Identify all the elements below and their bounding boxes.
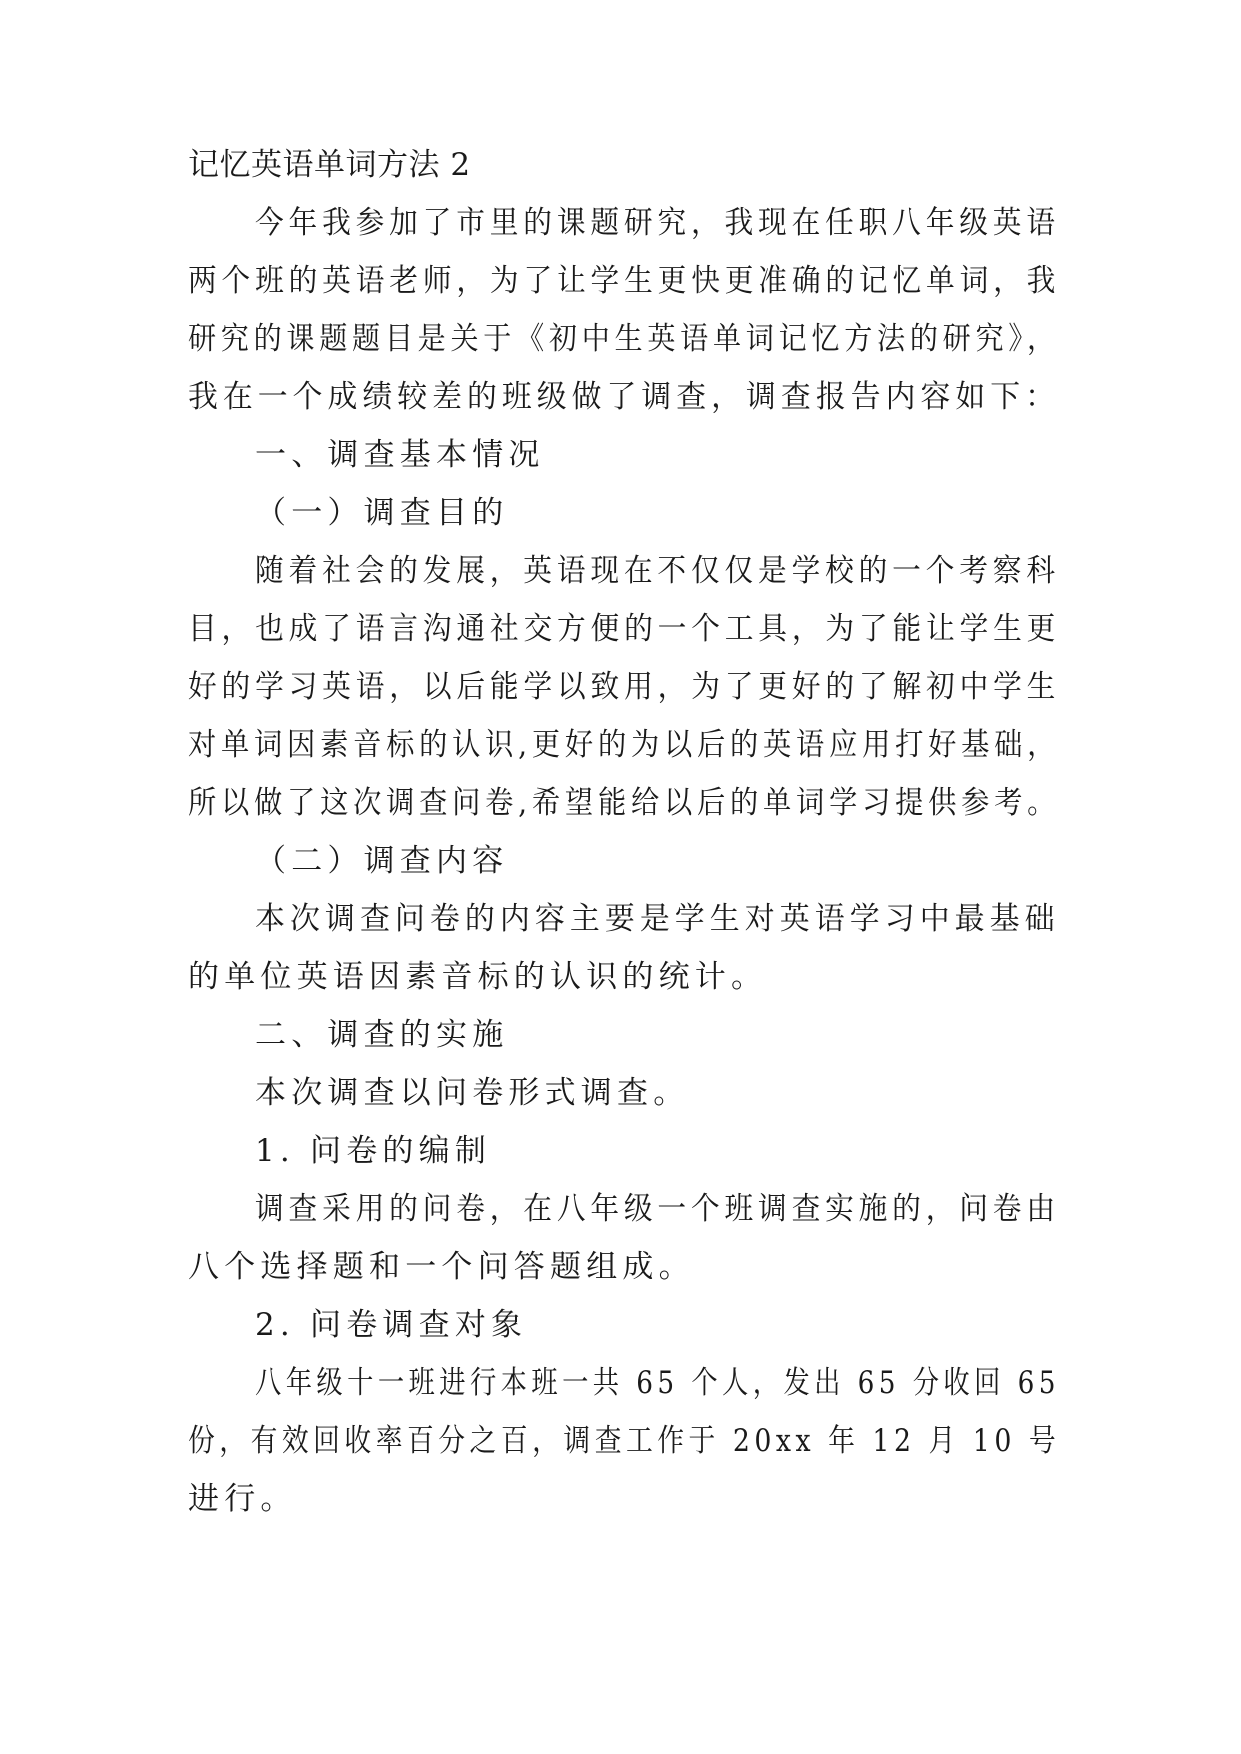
section-heading: 二、调查的实施: [255, 1017, 509, 1053]
subsection-heading: 1. 问卷的编制: [255, 1133, 492, 1169]
paragraph-line: 研究的课题题目是关于《初中生英语单词记忆方法的研究》，: [188, 321, 1060, 357]
paragraph-line: 进行。: [188, 1481, 297, 1517]
document-title: 记忆英语单词方法 2: [188, 147, 471, 183]
paragraph-line: 份，有效回收率百分之百，调查工作于 20xx 年 12 月 10 号: [188, 1423, 1061, 1459]
paragraph-line: 本次调查以问卷形式调查。: [255, 1075, 690, 1111]
paragraph-line: 的单位英语因素音标的认识的统计。: [188, 959, 768, 995]
subsection-heading: （一）调查目的: [255, 495, 509, 531]
paragraph-line: 所以做了这次调查问卷,希望能给以后的单词学习提供参考。: [188, 785, 1061, 821]
paragraph-line: 八年级十一班进行本班一共 65 个人，发出 65 分收回 65: [255, 1365, 1060, 1401]
subsection-heading: （二）调查内容: [255, 843, 509, 879]
paragraph-line: 两个班的英语老师，为了让学生更快更准确的记忆单词，我: [188, 263, 1061, 299]
section-heading: 一、调查基本情况: [255, 437, 545, 473]
paragraph-line: 今年我参加了市里的课题研究，我现在任职八年级英语: [255, 205, 1060, 241]
paragraph-line: 随着社会的发展，英语现在不仅仅是学校的一个考察科: [255, 553, 1060, 589]
subsection-heading: 2. 问卷调查对象: [255, 1307, 528, 1343]
paragraph-line: 调查采用的问卷，在八年级一个班调查实施的，问卷由: [255, 1191, 1060, 1227]
paragraph-line: 对单词因素音标的认识,更好的为以后的英语应用打好基础，: [188, 727, 1061, 763]
paragraph-line: 好的学习英语，以后能学以致用，为了更好的了解初中学生: [188, 669, 1061, 705]
paragraph-line: 目，也成了语言沟通社交方便的一个工具，为了能让学生更: [188, 611, 1061, 647]
paragraph-line: 我在一个成绩较差的班级做了调查，调查报告内容如下：: [188, 379, 1060, 415]
paragraph-line: 八个选择题和一个问答题组成。: [188, 1249, 695, 1285]
paragraph-line: 本次调查问卷的内容主要是学生对英语学习中最基础: [255, 901, 1060, 937]
